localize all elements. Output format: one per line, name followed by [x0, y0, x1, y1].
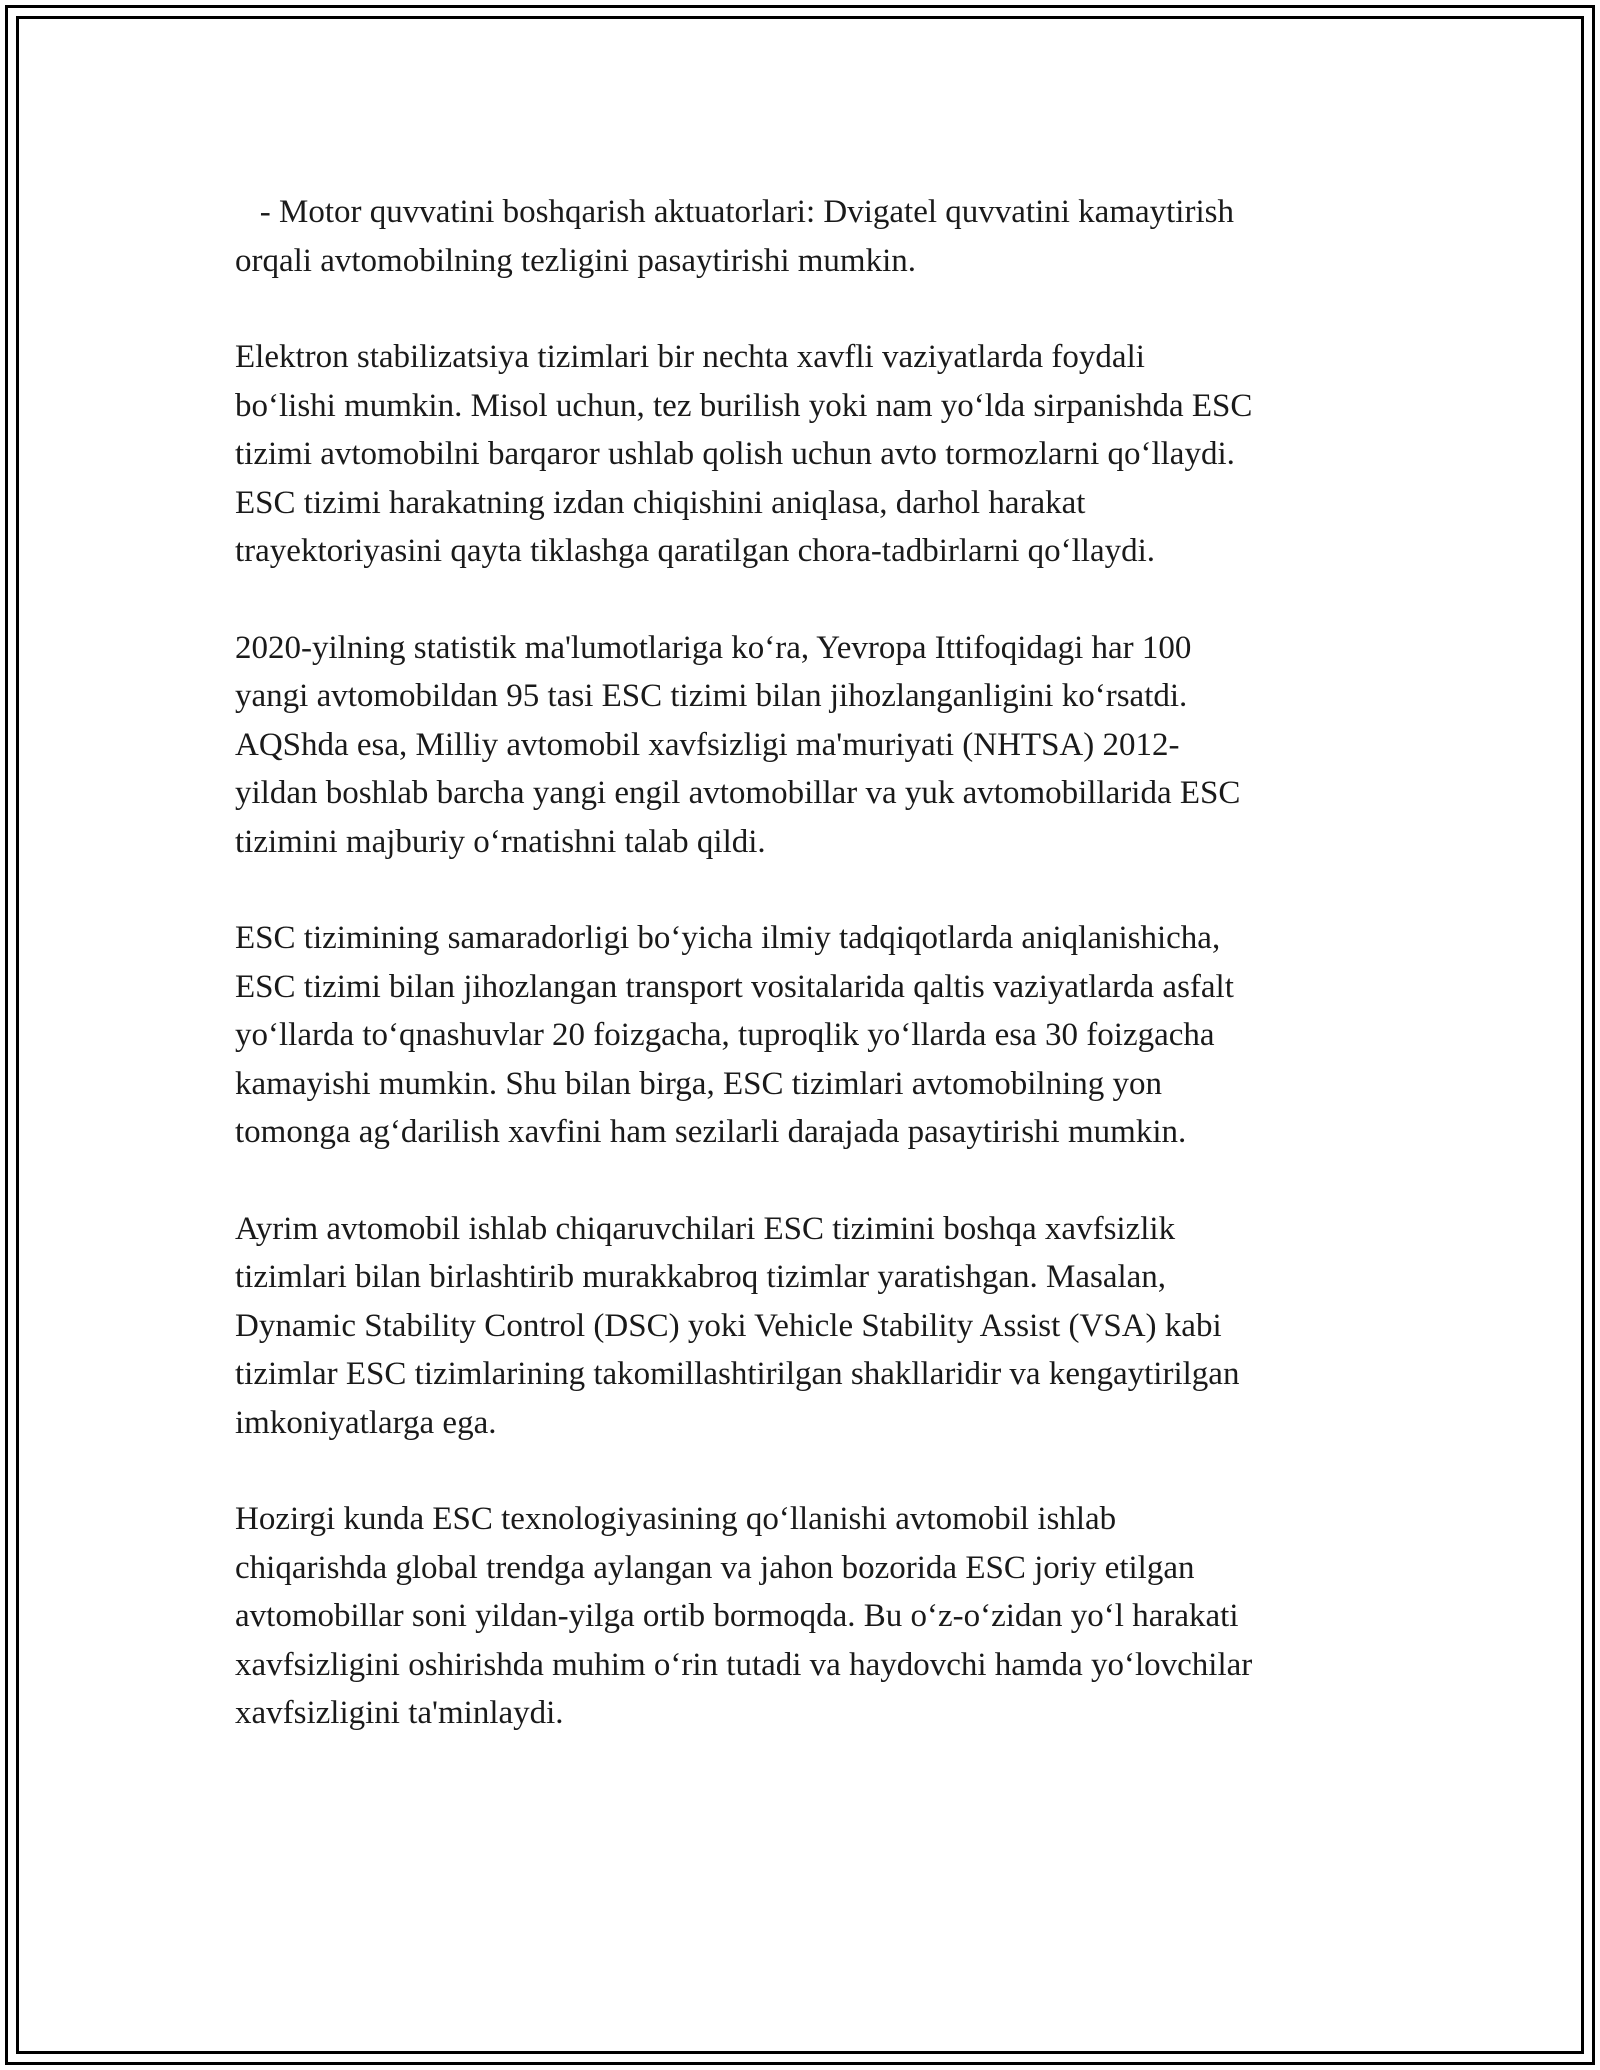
- paragraph-statistics: [235, 624, 1375, 867]
- text-line: avtomobillar soni yildan-yilga ortib bormoqda. Bu o‘z-o‘zidan yo‘l harakati: [235, 1598, 1239, 1634]
- text-line: tizimlar ESC tizimlarining takomillashtirilgan shakllaridir va kengaytirilgan: [235, 1356, 1240, 1392]
- document-body: [235, 188, 1375, 1786]
- paragraph-effectiveness: [235, 914, 1375, 1157]
- text-line: Ayrim avtomobil ishlab chiqaruvchilari ESC tizimini boshqa xavfsizlik: [235, 1210, 1176, 1247]
- text-line: chiqarishda global trendga aylangan va jahon bozorida ESC joriy etilgan: [235, 1549, 1195, 1586]
- text-line: ESC tizimi harakatning izdan chiqishini aniqlasa, darhol harakat: [235, 484, 1086, 521]
- text-line: yangi avtomobildan 95 tasi ESC tizimi bilan jihozlanganligini ko‘rsatdi.: [235, 678, 1188, 714]
- text-line: bo‘lishi mumkin. Misol uchun, tez burilish yoki nam yo‘lda sirpanishda ESC: [235, 387, 1253, 424]
- text-line: tizimi avtomobilni barqaror ushlab qolish uchun avto tormozlarni qo‘llaydi.: [235, 436, 1235, 472]
- text-line: imkoniyatlarga ega.: [235, 1404, 497, 1441]
- paragraph-global-trend: [235, 1495, 1375, 1738]
- text-line: yildan boshlab barcha yangi engil avtomobillar va yuk avtomobillarida ESC: [235, 775, 1241, 811]
- text-line: tomonga ag‘darilish xavfini ham sezilarli darajada pasaytirishi mumkin.: [235, 1114, 1187, 1150]
- text-line: - Motor quvvatini boshqarish aktuatorlari: Dvigatel quvvatini kamaytirish: [235, 194, 1234, 230]
- text-line: trayektoriyasini qayta tiklashga qaratilgan chora-tadbirlarni qo‘llaydi.: [235, 533, 1156, 569]
- paragraph-esc-situations: [235, 333, 1375, 576]
- text-line: kamayishi mumkin. Shu bilan birga, ESC tizimlari avtomobilning yon: [235, 1065, 1162, 1102]
- text-line: xavfsizligini oshirishda muhim o‘rin tutadi va haydovchi hamda yo‘lovchilar: [235, 1646, 1253, 1683]
- text-line: tizimini majburiy o‘rnatishni talab qildi.: [235, 823, 766, 860]
- paragraph-motor-actuators: [235, 188, 1375, 285]
- text-line: ESC tizimining samaradorligi bo‘yicha ilmiy tadqiqotlarda aniqlanishicha,: [235, 920, 1221, 956]
- text-line: Dynamic Stability Control (DSC) yoki Vehicle Stability Assist (VSA) kabi: [235, 1307, 1222, 1344]
- paragraph-manufacturers: [235, 1205, 1375, 1448]
- text-line: tizimlari bilan birlashtirib murakkabroq tizimlar yaratishgan. Masalan,: [235, 1259, 1167, 1295]
- text-line: xavfsizligini ta'minlaydi.: [235, 1695, 564, 1731]
- text-line: Hozirgi kunda ESC texnologiyasining qo‘llanishi avtomobil ishlab: [235, 1501, 1117, 1537]
- text-line: AQShda esa, Milliy avtomobil xavfsizligi ma'muriyati (NHTSA) 2012-: [235, 726, 1180, 763]
- text-line: 2020-yilning statistik ma'lumotlariga ko‘ra, Yevropa Ittifoqidagi har 100: [235, 629, 1192, 666]
- text-line: Elektron stabilizatsiya tizimlari bir nechta xavfli vaziyatlarda foydali: [235, 339, 1145, 375]
- text-line: yo‘llarda to‘qnashuvlar 20 foizgacha, tuproqlik yo‘llarda esa 30 foizgacha: [235, 1017, 1215, 1053]
- text-line: orqali avtomobilning tezligini pasaytirishi mumkin.: [235, 242, 916, 279]
- text-line: ESC tizimi bilan jihozlangan transport vositalarida qaltis vaziyatlarda asfalt: [235, 968, 1234, 1005]
